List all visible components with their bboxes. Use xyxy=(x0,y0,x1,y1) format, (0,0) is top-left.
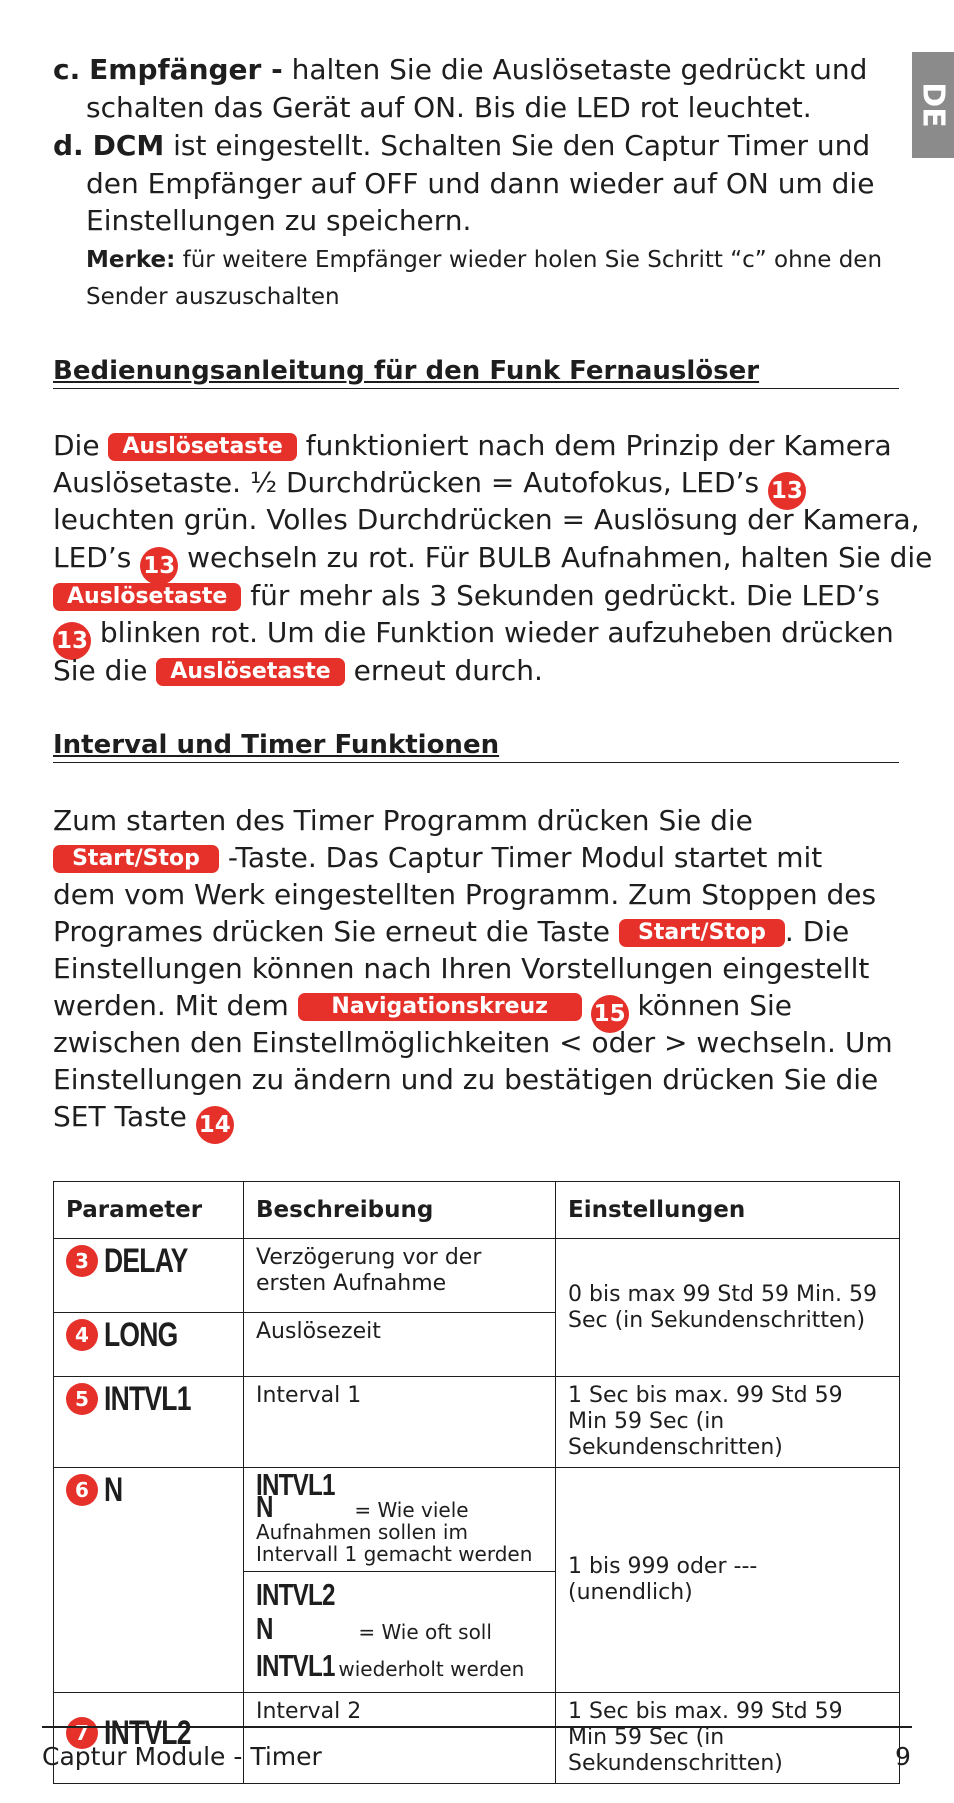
section-heading-remote: Bedienungsanleitung für den Funk Fernauslöser xyxy=(53,356,899,389)
desc-n-part1: INTVL1 N = Wie viele Aufnahmen sollen im Intervall 1 gemacht werden xyxy=(244,1468,555,1572)
parameter-table xyxy=(53,1181,900,1784)
s1-line6: 13 blinken rot. Um die Funktion wieder aufzuheben drücken xyxy=(53,615,894,660)
desc-intvl1: Interval 1 xyxy=(244,1377,556,1468)
step-c-line1: c. Empfänger - halten Sie die Auslösetaste gedrückt und xyxy=(53,53,868,86)
callout-14: 14 xyxy=(196,1106,234,1144)
desc-n-part2: INTVL2 N = Wie oft soll INTVL1 wiederholt werden xyxy=(256,1577,525,1683)
table-row-n xyxy=(54,1468,900,1693)
header-description: Beschreibung xyxy=(244,1182,556,1239)
callout-7: 7 xyxy=(66,1717,98,1749)
s1-line1: Die Auslösetaste funktioniert nach dem Prinzip der Kamera xyxy=(53,429,892,462)
header-settings: Einstellungen xyxy=(556,1182,900,1239)
table-row-intvl1 xyxy=(54,1377,900,1468)
setting-delay-long: 0 bis max 99 Std 59 Min. 59 Sec (in Sekundenschritten) xyxy=(556,1239,900,1377)
shutter-button-label: Auslösetaste xyxy=(53,583,241,611)
callout-4: 4 xyxy=(66,1319,98,1351)
s2-line9: SET Taste 14 xyxy=(53,1099,234,1144)
language-tab: DE xyxy=(912,52,954,158)
callout-5: 5 xyxy=(66,1383,98,1415)
navigation-cross-label: Navigationskreuz xyxy=(298,993,582,1021)
desc-delay: Verzögerung vor der ersten Aufnahme xyxy=(244,1239,556,1313)
footer-title: Captur Module - Timer xyxy=(42,1742,322,1771)
step-d-line3: Einstellungen zu speichern. xyxy=(86,204,472,237)
header-parameter: Parameter xyxy=(54,1182,244,1239)
callout-13: 13 xyxy=(768,472,806,510)
start-stop-label: Start/Stop xyxy=(619,919,785,947)
step-d-line1: d. DCM ist eingestellt. Schalten Sie den Captur Timer und xyxy=(53,129,871,162)
shutter-button-label: Auslösetaste xyxy=(156,658,344,686)
desc-intvl2: Interval 2 xyxy=(244,1693,556,1784)
desc-long: Auslösezeit xyxy=(244,1313,556,1377)
s1-line7: Sie die Auslösetaste erneut durch. xyxy=(53,654,543,687)
param-intvl1: 5 INTVL1 xyxy=(54,1377,244,1468)
footer-rule xyxy=(42,1726,912,1728)
callout-13: 13 xyxy=(140,547,178,585)
start-stop-label: Start/Stop xyxy=(53,845,219,873)
setting-intvl2: 1 Sec bis max. 99 Std 59 Min 59 Sec (in Sekundenschritten) xyxy=(556,1693,900,1784)
setting-intvl1: 1 Sec bis max. 99 Std 59 Min 59 Sec (in Sekundenschritten) xyxy=(556,1377,900,1468)
s1-line3: leuchten grün. Volles Durchdrücken = Auslösung der Kamera, xyxy=(53,503,920,536)
setting-n: 1 bis 999 oder --- (unendlich) xyxy=(556,1468,900,1693)
table-row-delay xyxy=(54,1239,900,1313)
param-n: 6 N xyxy=(54,1468,244,1693)
s1-line5: Auslösetaste für mehr als 3 Sekunden gedrückt. Die LED’s xyxy=(53,578,880,614)
s1-line4: LED’s 13 wechseln zu rot. Für BULB Aufnahmen, halten Sie die xyxy=(53,540,932,585)
param-intvl2: 7 INTVL2 xyxy=(54,1693,244,1784)
s2-line2: Start/Stop -Taste. Das Captur Timer Modul startet mit xyxy=(53,840,822,876)
note-line2: Sender auszuschalten xyxy=(86,284,340,310)
page-number: 9 xyxy=(895,1742,911,1771)
step-c-line2: schalten das Gerät auf ON. Bis die LED rot leuchtet. xyxy=(86,91,812,124)
s2-line5: Einstellungen können nach Ihren Vorstellungen eingestellt xyxy=(53,952,870,985)
callout-13: 13 xyxy=(53,622,91,660)
param-delay: 3 DELAY xyxy=(54,1239,244,1313)
callout-15: 15 xyxy=(591,995,629,1033)
desc-n xyxy=(244,1468,556,1693)
callout-3: 3 xyxy=(66,1245,98,1277)
s2-line7: zwischen den Einstellmöglichkeiten < oder > wechseln. Um xyxy=(53,1026,893,1059)
step-d-line2: den Empfänger auf OFF und dann wieder auf ON um die xyxy=(86,167,875,200)
s1-line2: Auslösetaste. ½ Durchdrücken = Autofokus, LED’s 13 xyxy=(53,465,806,510)
s2-line1: Zum starten des Timer Programm drücken Sie die xyxy=(53,804,753,837)
s2-line8: Einstellungen zu ändern und zu bestätigen drücken Sie die xyxy=(53,1063,879,1096)
param-long: 4 LONG xyxy=(54,1313,244,1377)
section-heading-interval: Interval und Timer Funktionen xyxy=(53,730,899,763)
shutter-button-label: Auslösetaste xyxy=(108,433,296,461)
table-header-row xyxy=(54,1182,900,1239)
s2-line4: Programes drücken Sie erneut die Taste Start/Stop . Die xyxy=(53,915,850,948)
s2-line3: dem vom Werk eingestellten Programm. Zum Stoppen des xyxy=(53,878,877,911)
callout-6: 6 xyxy=(66,1474,98,1506)
note-line1: Merke: für weitere Empfänger wieder holen Sie Schritt “c” ohne den xyxy=(86,247,883,273)
s2-line6: werden. Mit dem Navigationskreuz 15 können Sie xyxy=(53,988,792,1033)
